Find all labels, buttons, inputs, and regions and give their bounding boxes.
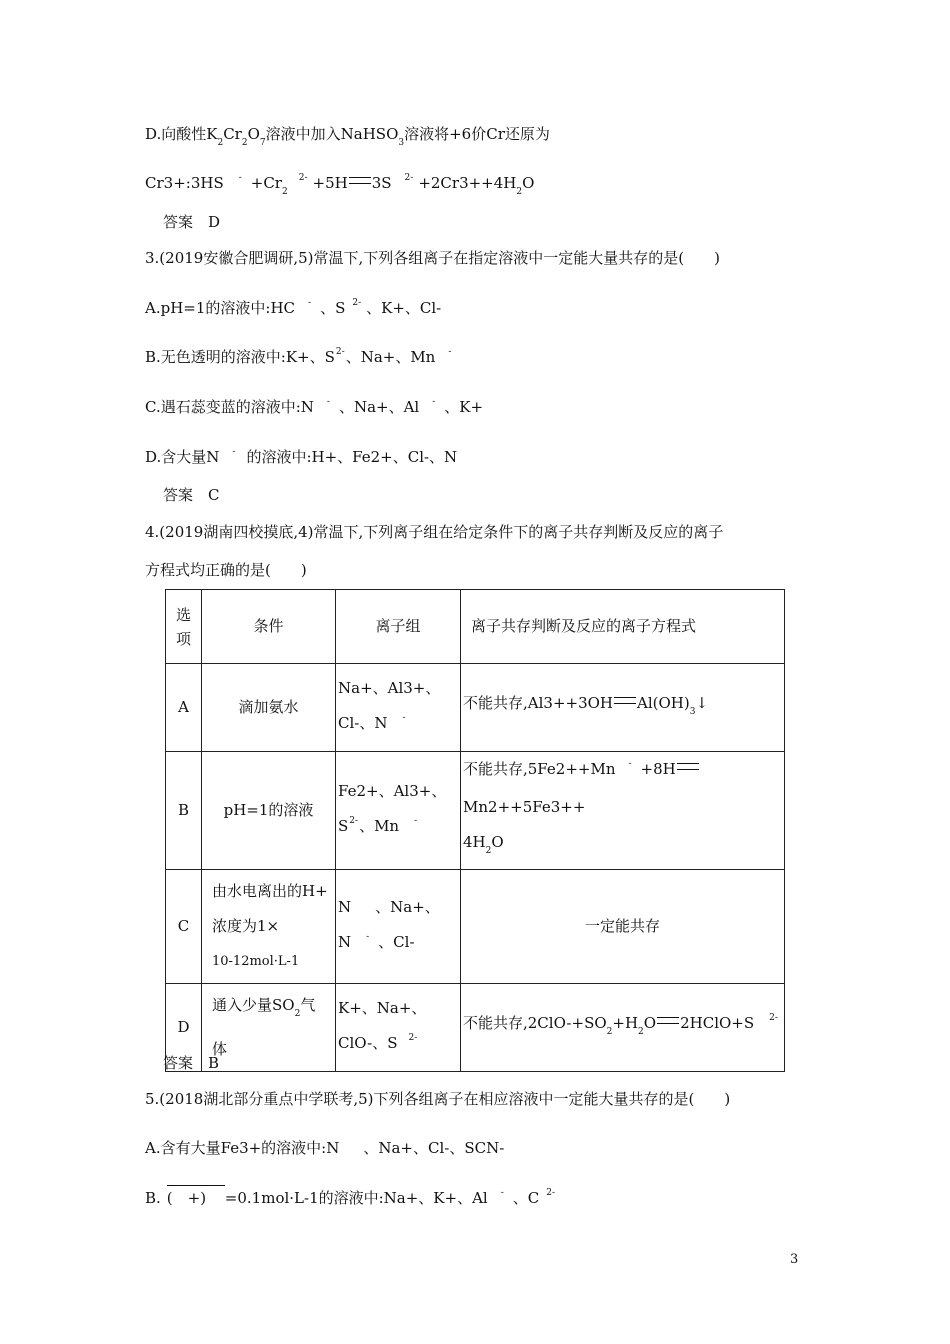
- text: C.遇石蕊变蓝的溶液中:N: [145, 398, 314, 416]
- q3-answer: 答案 C: [163, 486, 220, 504]
- text: 、Na+、Cl-、SCN-: [363, 1139, 505, 1157]
- q3-option-d: D.含大量N - 的溶液中:H+、Fe2+、Cl-、N: [145, 447, 458, 466]
- equals-sign: [657, 1017, 679, 1024]
- text: 、Na+、Al: [338, 398, 420, 416]
- text: Cr: [223, 125, 242, 143]
- header-judgement: 离子共存判断及反应的离子方程式: [461, 590, 785, 664]
- equals-sign: [677, 763, 699, 770]
- q2-option-d-line2: Cr3+:3HS $^- +Cr_2^{2-} +5H$ 3S $^{2-} +2Cr3++4H_2O$: [145, 173, 535, 197]
- row-option: D: [166, 984, 202, 1072]
- text: ClO-、S: [338, 1034, 398, 1052]
- text: D.含大量N: [145, 448, 220, 466]
- table-row: [166, 984, 785, 1072]
- row-option: C: [166, 870, 202, 984]
- text: +Cr: [250, 174, 282, 192]
- text: =0.1mol·L-1的溶液中:Na+、K+、Al: [224, 1189, 488, 1207]
- text: 、Mn: [359, 817, 400, 835]
- text: 、S: [320, 299, 346, 317]
- page-number: 3: [790, 1252, 799, 1267]
- text: Al(OH): [637, 693, 690, 712]
- q2-option-d-line1: D.向酸性$K_2Cr_2O_7$溶液中加入NaHSO$_3$溶液将+6价Cr还原为: [145, 125, 550, 148]
- text: 、Na+、Mn: [345, 348, 436, 366]
- table-header-row: [166, 590, 785, 664]
- text: S: [338, 817, 349, 835]
- text: 溶液将+6价Cr还原为: [404, 125, 550, 143]
- row-ions: K+、Na+、 ClO-、S $^{2-}$: [336, 984, 461, 1072]
- header-condition: 条件: [202, 590, 336, 664]
- text: B.无色透明的溶液中:K+、S: [145, 348, 335, 366]
- header-ions: 离子组: [336, 590, 461, 664]
- text: Na+、Al3+、: [338, 679, 441, 697]
- text: 、C: [512, 1189, 540, 1207]
- row-ions: Fe2+、Al3+、 $S^{2-}$、Mn -: [336, 752, 461, 870]
- row-ions: N 、Na+、 N - 、Cl-: [336, 870, 461, 984]
- row-judgement: 一定能共存: [461, 870, 785, 984]
- text: O: [522, 174, 535, 192]
- text: 2HClO+S: [680, 1013, 755, 1032]
- q3-option-a: A.pH=1的溶液中:HC - 、S $^{2-}$ 、K+、Cl-: [145, 298, 442, 317]
- header-option: 选项: [166, 590, 202, 664]
- text: 浓度为1×: [212, 917, 280, 935]
- q2-answer: 答案 D: [163, 213, 221, 231]
- text: 通入少量SO: [212, 996, 295, 1014]
- q4-stem-line1: 4.(2019湖南四校摸底,4)常温下,下列离子组在给定条件下的离子共存判断及反应的离子: [145, 523, 724, 541]
- text: +8H: [640, 760, 676, 778]
- text: O: [491, 833, 504, 851]
- text: 不能共存,2ClO-+SO: [463, 1013, 607, 1032]
- q4-table: [165, 589, 785, 1072]
- q5-option-a: [145, 1138, 504, 1158]
- fraction: [167, 1188, 225, 1208]
- text: 、K+、Cl-: [366, 299, 442, 317]
- text: ↓: [695, 693, 709, 712]
- text: A.pH=1的溶液中:HC: [145, 299, 296, 317]
- text: +2Cr3++4H: [418, 174, 517, 192]
- text: 气: [300, 996, 316, 1014]
- q5-stem: 5.(2018湖北部分重点中学联考,5)下列各组离子在相应溶液中一定能大量共存的是( ): [145, 1090, 731, 1108]
- text: B.: [145, 1189, 161, 1207]
- row-condition: 滴加氨水: [202, 664, 336, 752]
- text: 溶液中加入NaHSO: [265, 125, 399, 143]
- row-judgement: 不能共存,Al3++3OH $Al(OH)_3↓$: [461, 664, 785, 752]
- text: 不能共存,5Fe2++Mn: [463, 760, 616, 778]
- text: 的溶液中:H+、Fe2+、Cl-、N: [246, 448, 458, 466]
- text: N: [338, 898, 352, 916]
- equals-sign: [349, 177, 371, 184]
- q3-stem: 3.(2019安徽合肥调研,5)常温下,下列各组离子在指定溶液中一定能大量共存的是( ): [145, 249, 720, 267]
- equals-sign: [614, 697, 636, 704]
- text: K+、Na+、: [338, 999, 427, 1017]
- text: Fe2+、Al3+、: [338, 782, 447, 800]
- text: 、Cl-: [378, 933, 415, 951]
- text: D.向酸性K: [145, 125, 218, 143]
- text: +5H: [312, 174, 348, 192]
- q4-answer: 答案 B: [163, 1054, 220, 1072]
- table-row: [166, 752, 785, 870]
- text: 3S: [371, 174, 392, 192]
- text: N: [338, 933, 352, 951]
- q5-option-b: B. ( +) =0.1mol·L-1的溶液中:Na+、K+、Al - 、C $^{2-}$: [145, 1188, 556, 1211]
- row-condition: [202, 870, 336, 984]
- text: O: [643, 1013, 657, 1032]
- q4-stem-line2: 方程式均正确的是( ): [145, 561, 307, 579]
- row-condition: 通入少量$SO_2$气 体: [202, 984, 336, 1072]
- text: Cr3+:3HS: [145, 174, 224, 192]
- text: 10-12mol·L-1: [212, 954, 300, 969]
- text: 体: [212, 1040, 228, 1058]
- text: +H: [612, 1013, 639, 1032]
- row-option: A: [166, 664, 202, 752]
- text: 、K+: [444, 398, 484, 416]
- table-row: [166, 664, 785, 752]
- text: 不能共存,Al3++3OH: [463, 693, 614, 712]
- text: 、Na+、: [375, 898, 440, 916]
- row-option: B: [166, 752, 202, 870]
- text: A.含有大量Fe3+的溶液中:N: [145, 1139, 340, 1157]
- row-ions: Na+、Al3+、 Cl-、N -: [336, 664, 461, 752]
- text: 4H: [463, 833, 486, 851]
- text: O: [247, 125, 260, 143]
- row-condition: pH=1的溶液: [202, 752, 336, 870]
- text: 由水电离出的H+: [212, 882, 328, 900]
- table-row: [166, 870, 785, 984]
- row-judgement: 不能共存$,2ClO-+SO_2+H_2O$ 2HClO+S $^{2-}$: [461, 984, 785, 1072]
- text: Mn2++5Fe3++: [463, 798, 586, 816]
- text: Cl-、N: [338, 714, 388, 732]
- text: ( +): [166, 1189, 207, 1207]
- q3-option-b: B.无色透明的溶液中:K+、$S^{2-}$、Na+、Mn -: [145, 347, 452, 366]
- row-judgement: 不能共存,5Fe2++Mn - +8HMn2++5Fe3++ $4H_2O$: [461, 752, 785, 870]
- q3-option-c: C.遇石蕊变蓝的溶液中:N - 、Na+、Al - 、K+: [145, 397, 484, 416]
